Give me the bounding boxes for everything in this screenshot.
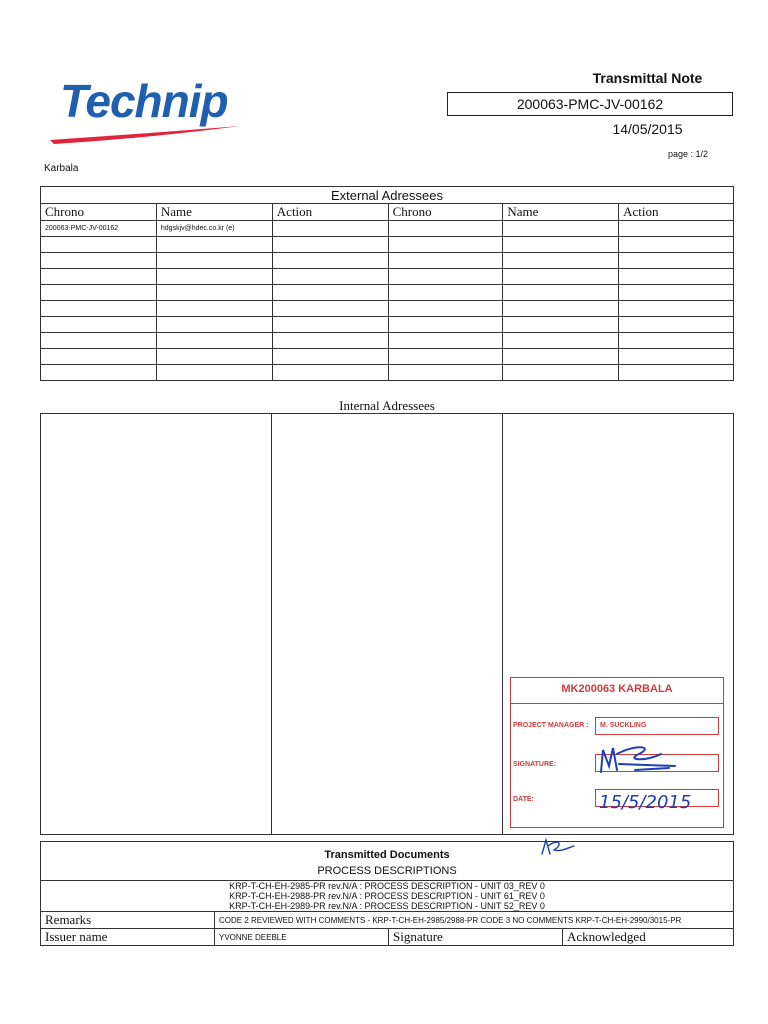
- handwritten-signature: [595, 740, 685, 776]
- document-item: KRP-T-CH-EH-2988-PR rev.N/A : PROCESS DESCRIPTION - UNIT 61_REV 0: [229, 891, 545, 901]
- external-cell: [388, 349, 503, 365]
- external-cell: [388, 221, 503, 237]
- external-cell: [619, 365, 734, 381]
- external-cell: [503, 349, 619, 365]
- stamp-manager-label: PROJECT MANAGER :: [513, 722, 589, 729]
- transmitted-documents-table: [40, 841, 734, 946]
- external-cell: [503, 365, 619, 381]
- external-cell: [156, 349, 272, 365]
- remarks-label: Remarks: [41, 912, 215, 929]
- stamp-date-label: DATE:: [513, 796, 534, 803]
- external-row: [41, 301, 734, 317]
- external-cell: [388, 365, 503, 381]
- handwritten-date-text: 15/5/2015: [599, 792, 692, 813]
- stamp-manager-field: M. SUCKLING: [595, 717, 719, 735]
- external-cell: [156, 237, 272, 253]
- external-row: [41, 317, 734, 333]
- external-row: [41, 221, 734, 237]
- technip-logo: Technip: [60, 75, 228, 127]
- external-cell: [503, 301, 619, 317]
- transmittal-date: 14/05/2015: [612, 121, 683, 137]
- documents-header: [41, 842, 734, 881]
- external-cell: [619, 237, 734, 253]
- internal-column: [272, 414, 503, 834]
- external-cell: [156, 253, 272, 269]
- external-cell: [41, 253, 157, 269]
- external-cell: [41, 269, 157, 285]
- external-cell: [41, 285, 157, 301]
- external-cell: [388, 269, 503, 285]
- external-cell: [41, 333, 157, 349]
- issuer-label: Issuer name: [41, 929, 215, 946]
- external-cell: [388, 253, 503, 269]
- external-cell: [619, 285, 734, 301]
- external-cell: [503, 253, 619, 269]
- col-header: Action: [619, 204, 734, 221]
- col-header: Chrono: [41, 204, 157, 221]
- external-cell: [156, 301, 272, 317]
- external-row: [41, 349, 734, 365]
- external-cell: [503, 221, 619, 237]
- external-cell: [619, 221, 734, 237]
- external-cell: [156, 365, 272, 381]
- transmittal-chrono: 200063-PMC-JV-00162: [447, 92, 733, 116]
- acknowledged-label: Acknowledged: [563, 929, 734, 946]
- external-cell: [272, 349, 388, 365]
- external-cell: [503, 269, 619, 285]
- external-cell: [619, 333, 734, 349]
- document-item: KRP-T-CH-EH-2985-PR rev.N/A : PROCESS DESCRIPTION - UNIT 03_REV 0: [229, 881, 545, 891]
- internal-column: [41, 414, 272, 834]
- location-label: Karbala: [44, 163, 79, 174]
- external-cell: [156, 317, 272, 333]
- documents-subtitle: PROCESS DESCRIPTIONS: [317, 865, 457, 877]
- external-cell: [503, 285, 619, 301]
- stamp-signature-label: SIGNATURE:: [513, 761, 557, 768]
- external-cell: 200063-PMC-JV-00162: [41, 221, 157, 237]
- external-cell: [41, 365, 157, 381]
- external-cell: [272, 221, 388, 237]
- stamp-title: MK200063 KARBALA: [561, 683, 673, 695]
- external-cell: [156, 269, 272, 285]
- external-cell: [272, 333, 388, 349]
- external-row: [41, 253, 734, 269]
- external-cell: [272, 317, 388, 333]
- stamp-divider: [511, 703, 723, 704]
- external-cell: [156, 285, 272, 301]
- internal-caption: Internal Adressees: [339, 398, 435, 413]
- external-cell: [619, 317, 734, 333]
- external-row: [41, 365, 734, 381]
- external-row: [41, 285, 734, 301]
- logo-swoosh: [50, 122, 240, 144]
- external-cell: [272, 365, 388, 381]
- document-item: KRP-T-CH-EH-2989-PR rev.N/A : PROCESS DESCRIPTION - UNIT 52_REV 0: [229, 901, 545, 911]
- external-cell: [272, 285, 388, 301]
- external-cell: [388, 301, 503, 317]
- external-cell: [41, 237, 157, 253]
- external-cell: [503, 237, 619, 253]
- external-cell: [503, 317, 619, 333]
- documents-title: Transmitted Documents: [324, 849, 450, 861]
- transmittal-title: Transmittal Note: [592, 70, 703, 86]
- external-cell: [272, 301, 388, 317]
- external-cell: hdgskjv@hdec.co.kr (e): [156, 221, 272, 237]
- signature-label: Signature: [389, 929, 563, 946]
- external-cell: [503, 333, 619, 349]
- external-row: [41, 269, 734, 285]
- external-cell: [41, 349, 157, 365]
- external-cell: [619, 269, 734, 285]
- remarks-value: CODE 2 REVIEWED WITH COMMENTS - KRP-T-CH-EH-2985/2988-PR CODE 3 NO COMMENTS KRP-T-CH-EH-2990/3015-PR: [215, 912, 734, 929]
- issuer-value: YVONNE DEEBLE: [215, 929, 389, 946]
- external-row: [41, 333, 734, 349]
- external-cell: [41, 317, 157, 333]
- external-addressees-table: [40, 186, 734, 381]
- documents-list: [41, 881, 734, 912]
- external-cell: [156, 333, 272, 349]
- external-cell: [388, 333, 503, 349]
- external-cell: [388, 285, 503, 301]
- col-header: Action: [272, 204, 388, 221]
- external-cell: [388, 317, 503, 333]
- approval-stamp: [510, 677, 724, 828]
- external-cell: [272, 253, 388, 269]
- external-cell: [272, 237, 388, 253]
- col-header: Chrono: [388, 204, 503, 221]
- col-header: Name: [156, 204, 272, 221]
- page-number: page : 1/2: [667, 149, 708, 159]
- external-cell: [41, 301, 157, 317]
- external-cell: [619, 253, 734, 269]
- handwritten-date: [597, 786, 707, 814]
- external-cell: [388, 237, 503, 253]
- external-caption: External Adressees: [41, 187, 734, 204]
- external-cell: [272, 269, 388, 285]
- col-header: Name: [503, 204, 619, 221]
- external-cell: [619, 301, 734, 317]
- external-row: [41, 237, 734, 253]
- external-cell: [619, 349, 734, 365]
- external-rows: [41, 221, 734, 381]
